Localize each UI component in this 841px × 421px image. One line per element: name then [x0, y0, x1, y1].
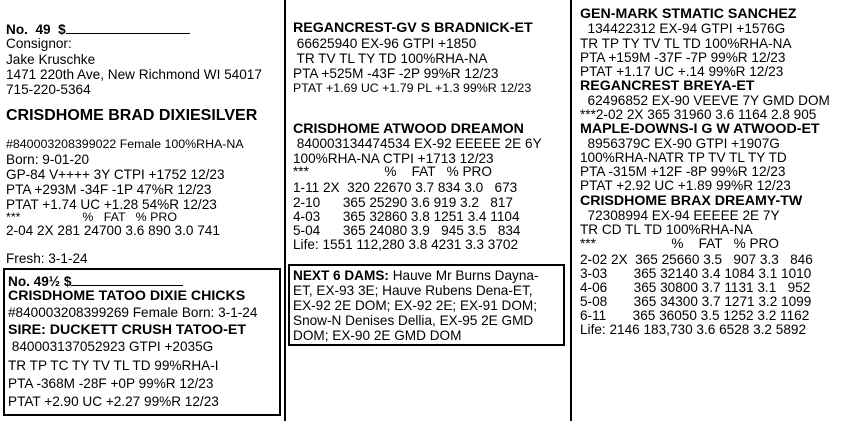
next-dams-line: Snow-N Denises Dellia, EX-95 2E GMD	[293, 313, 534, 328]
column-divider-right	[570, 0, 572, 421]
great-granddam-life-record: Life: 2146 183,730 3.6 6528 3.2 5892	[580, 322, 807, 337]
sub-animal-name: CRISDHOME TATOO DIXIE CHICKS	[8, 288, 246, 304]
mgs-sire-traits: 100%RHA-NATR TP TV TL TY TD	[580, 150, 787, 165]
birth-date: Born: 9-01-20	[6, 152, 90, 167]
mgs-id: 134422312 EX-94 GTPI +1576G	[580, 21, 786, 36]
next-dams-line: ET, EX-93 3E; Hauve Rubens Dena-ET,	[293, 283, 533, 298]
next-dams-line: DOM; EX-90 2E GMD DOM	[293, 328, 462, 343]
dam-record-row: 5-04 365 24080 3.9 945 3.5 834	[293, 223, 521, 238]
column-divider-left	[284, 0, 286, 421]
great-granddam-record-row: 2-02 2X 365 25660 3.5 907 3.3 846	[580, 252, 813, 267]
great-granddam-record-row: 5-08 365 34300 3.7 1271 3.2 1099	[580, 294, 812, 309]
sire-dam-column	[287, 0, 567, 421]
next-dams-box	[288, 264, 565, 346]
sub-ptat: PTAT +2.90 UC +2.27 99%R 12/23	[8, 394, 219, 409]
consignor-address: 1471 220th Ave, New Richmond WI 54017	[6, 67, 262, 82]
granddam-name: REGANCREST BREYA-ET	[580, 78, 755, 94]
next-dams-line: NEXT 6 DAMS: Hauve Mr Burns Dayna-	[293, 268, 539, 283]
mgs-ptat: PTAT +1.17 UC +.14 99%R 12/23	[580, 64, 784, 79]
dam-life-record: Life: 1551 112,280 3.8 4231 3.3 3702	[293, 237, 518, 252]
sire-traits: TR TV TL TY TD 100%RHA-NA	[293, 51, 488, 66]
sub-sire-id: 840003137052923 GTPI +2035G	[8, 339, 214, 354]
mgs-sire-pta: PTA -315M +12F -8P 99%R 12/23	[580, 164, 786, 179]
dam-record-row: 2-10 365 25290 3.6 919 3.2 817	[293, 195, 513, 210]
mgs-sire-name: MAPLE-DOWNS-I G W ATWOOD-ET	[580, 121, 820, 137]
animal-name: CRISDHOME BRAD DIXIESILVER	[6, 107, 258, 124]
lot-number: No. 49 $	[6, 21, 190, 37]
mgs-traits: TR TP TY TV TL TD 100%RHA-NA	[580, 36, 792, 51]
sub-lot-box	[3, 268, 281, 416]
dam-traits: 100%RHA-NA CTPI +1713 12/23	[293, 151, 494, 166]
lot-column	[0, 0, 280, 421]
sire-name: REGANCREST-GV S BRADNICK-ET	[293, 20, 533, 36]
sire-ptat: PTAT +1.69 UC +1.79 PL +1.3 99%R 12/23	[293, 81, 532, 95]
maternal-pedigree-column	[575, 0, 841, 421]
dam-name: CRISDHOME ATWOOD DREAMON	[293, 121, 524, 137]
sub-traits: TR TP TC TY TV TL TD 99%RHA-I	[8, 358, 219, 373]
sub-lot-number: No. 49½ $	[8, 273, 183, 289]
dam-record-row: 4-03 365 32860 3.8 1251 3.4 1104	[293, 209, 520, 224]
dam-record-header: *** % FAT % PRO	[293, 164, 492, 179]
dam-id: 840003134474534 EX-92 EEEEE 2E 6Y	[293, 136, 542, 151]
sub-registration-line: #840003208399269 Female Born: 3-1-24	[8, 305, 258, 320]
dam-record-row: 1-11 2X 320 22670 3.7 834 3.0 673	[293, 180, 518, 195]
record-header: *** % FAT % PRO	[6, 210, 177, 224]
registration-line: #840003208399022 Female 100%RHA-NA	[6, 137, 244, 151]
great-granddam-name: CRISDHOME BRAX DREAMY-TW	[580, 193, 803, 209]
consignor-name: Jake Kruschke	[6, 52, 96, 67]
great-granddam-record-row: 3-03 365 32140 3.4 1084 3.1 1010	[580, 266, 812, 281]
sire-id: 66625940 EX-96 GTPI +1850	[293, 36, 477, 51]
granddam-record: ***2-02 2X 365 31960 3.6 1164 2.8 905	[580, 107, 817, 122]
ptat-line: PTAT +1.74 UC +1.28 54%R 12/23	[6, 197, 217, 212]
mgs-pta: PTA +159M -37F -7P 99%R 12/23	[580, 50, 786, 65]
mgs-name: GEN-MARK STMATIC SANCHEZ	[580, 6, 797, 22]
great-granddam-traits: TR CD TL TD 100%RHA-NA	[580, 222, 753, 237]
mgs-sire-ptat: PTAT +2.92 UC +1.89 99%R 12/23	[580, 178, 791, 193]
consignor-label: Consignor:	[6, 36, 72, 51]
next-dams-line: EX-92 2E DOM; EX-92 2E; EX-91 DOM;	[293, 298, 538, 313]
fresh-date: Fresh: 3-1-24	[6, 251, 88, 266]
great-granddam-record-row: 4-06 365 30800 3.7 1131 3.1 952	[580, 280, 811, 295]
granddam-id: 62496852 EX-90 VEEVE 7Y GMD DOM	[580, 93, 830, 108]
consignor-phone: 715-220-5364	[6, 82, 91, 97]
great-granddam-record-header: *** % FAT % PRO	[580, 236, 779, 251]
great-granddam-id: 72308994 EX-94 EEEEE 2E 7Y	[580, 208, 780, 223]
great-granddam-record-row: 6-11 365 36050 3.5 1252 3.2 1162	[580, 308, 810, 323]
sub-pta: PTA -368M -28F +0P 99%R 12/23	[8, 376, 214, 391]
mgs-sire-id: 8956379C EX-90 GTPI +1907G	[580, 136, 780, 151]
record-line: 2-04 2X 281 24700 3.6 890 3.0 741	[6, 223, 220, 238]
sire-pta: PTA +525M -43F -2P 99%R 12/23	[293, 66, 499, 81]
pta-line: PTA +293M -34F -1P 47%R 12/23	[6, 182, 212, 197]
score-line: GP-84 V++++ 3Y CTPI +1752 12/23	[6, 167, 225, 182]
sub-sire-name: SIRE: DUCKETT CRUSH TATOO-ET	[8, 322, 247, 338]
